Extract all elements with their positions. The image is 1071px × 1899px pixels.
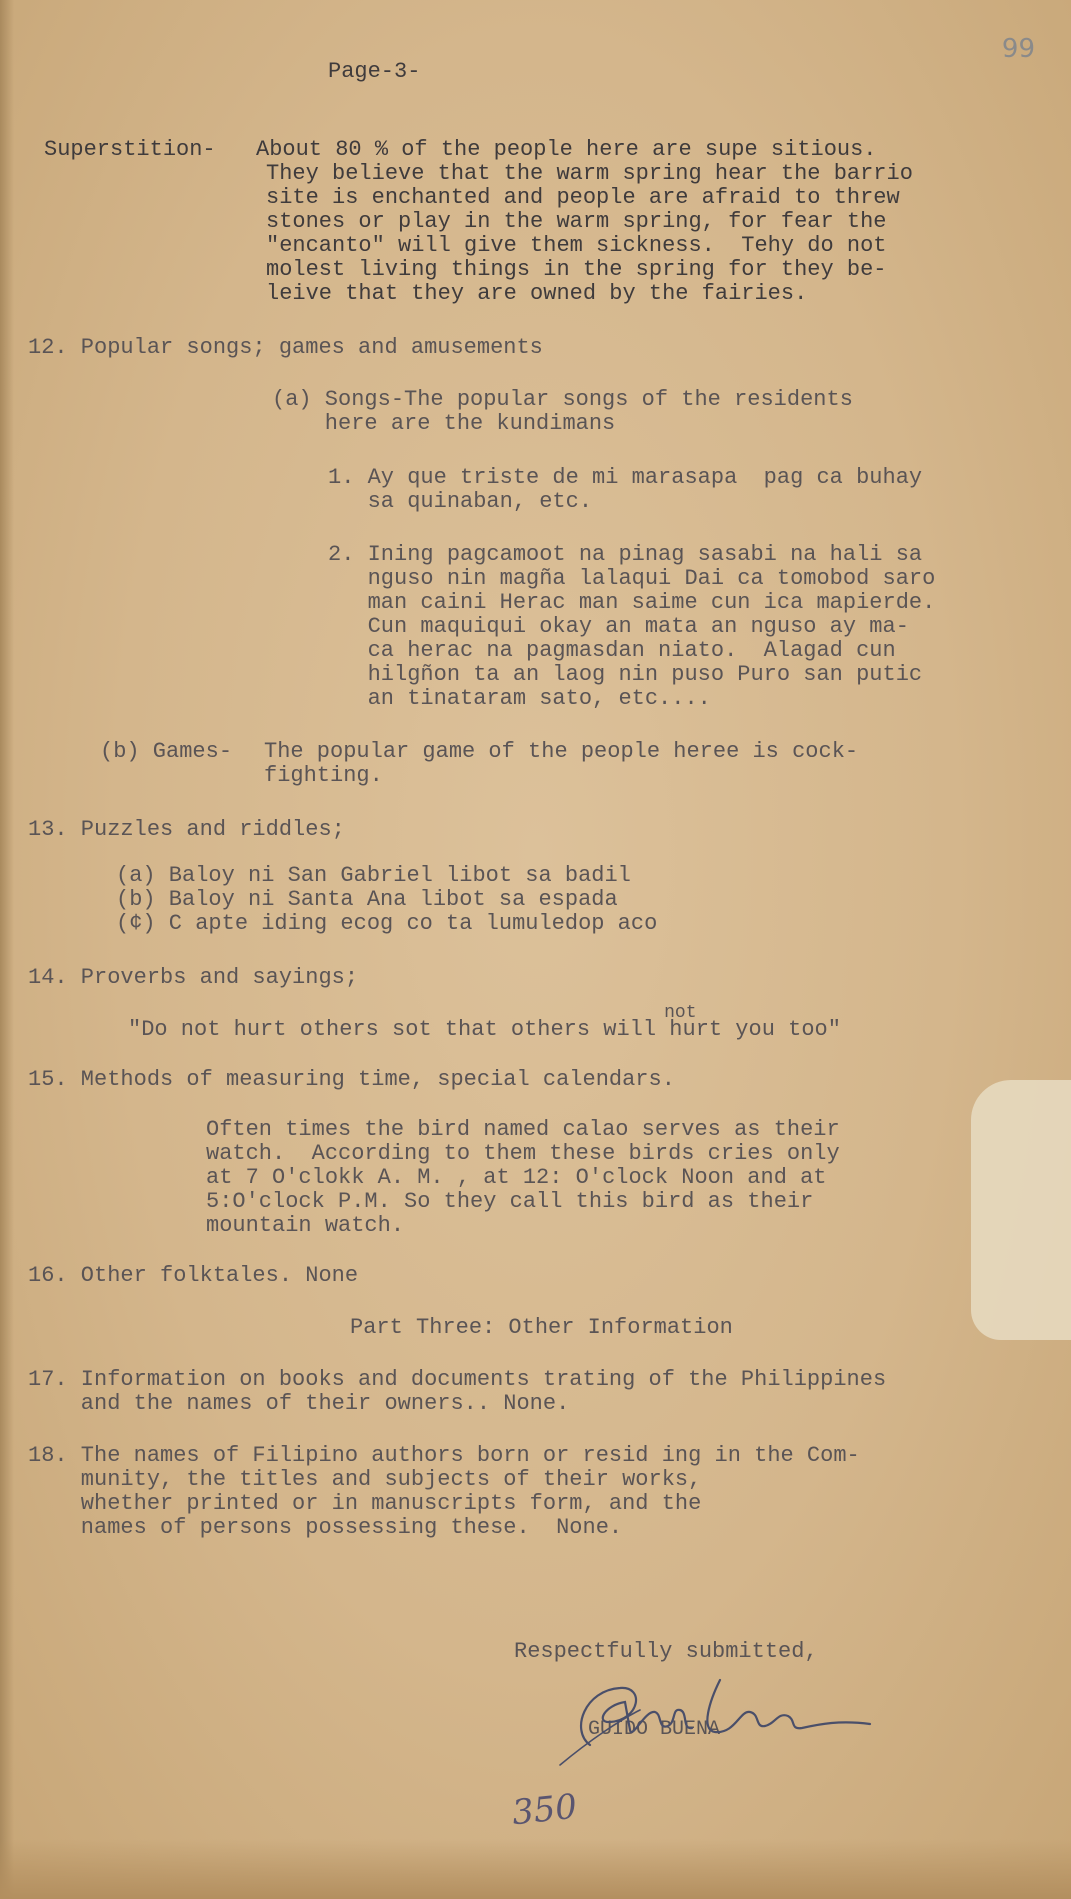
superstition-line: site is enchanted and people are afraid to threw bbox=[266, 185, 900, 210]
songs-line: (a) Songs-The popular songs of the residents bbox=[272, 387, 853, 412]
song-2-line: Cun maquiqui okay an mata an nguso ay ma- bbox=[328, 614, 909, 639]
superstition-line: molest living things in the spring for they be- bbox=[266, 257, 887, 282]
item-18-line: names of persons possessing these. None. bbox=[28, 1515, 623, 1540]
closing-text: Respectfully submitted, bbox=[514, 1639, 818, 1664]
saying-after: hurt you too" bbox=[669, 1017, 841, 1042]
signature-scribble bbox=[550, 1650, 890, 1770]
superstition-line: About 80 % of the people here are supe sitious. bbox=[256, 137, 877, 162]
page-number: 99 bbox=[1001, 34, 1035, 64]
riddle: (a) Baloy ni San Gabriel libot sa badil bbox=[116, 863, 631, 888]
saying-before: "Do not hurt others sot that others will bbox=[128, 1017, 657, 1042]
item-18-line: munity, the titles and subjects of their works, bbox=[28, 1467, 702, 1492]
superstition-line: "encanto" will give them sickness. Tehy do not bbox=[266, 233, 887, 258]
item-16-heading: 16. Other folktales. None bbox=[28, 1263, 359, 1288]
superstition-label: Superstition- bbox=[44, 137, 216, 162]
superstition-line: stones or play in the warm spring, for fear the bbox=[266, 209, 887, 234]
time-line: at 7 O'clokk A. M. , at 12: O'clock Noon and at bbox=[206, 1165, 827, 1190]
song-2-line: an tinataram sato, etc.... bbox=[328, 686, 711, 711]
time-line: Often times the bird named calao serves as their bbox=[206, 1117, 840, 1142]
item-18-line: 18. The names of Filipino authors born or resid ing in the Com- bbox=[28, 1443, 860, 1468]
signer-name: GUIDO BUENA bbox=[588, 1718, 721, 1741]
page-header: Page-3- bbox=[328, 59, 421, 84]
item-13-heading: 13. Puzzles and riddles; bbox=[28, 817, 345, 842]
saying-text bbox=[128, 1003, 841, 1042]
song-2-line: ca herac na pagmasdan niato. Alagad cun bbox=[328, 638, 896, 663]
paper-edge-shadow bbox=[0, 0, 14, 1899]
item-14-heading: 14. Proverbs and sayings; bbox=[28, 965, 359, 990]
part-three-heading: Part Three: Other Information bbox=[350, 1315, 733, 1340]
song-2-line: nguso nin magña lalaqui Dai ca tomobod saro bbox=[328, 566, 936, 591]
time-line: mountain watch. bbox=[206, 1213, 405, 1238]
saying-insert: not bbox=[664, 1003, 697, 1023]
item-18-line: whether printed or in manuscripts form, and the bbox=[28, 1491, 702, 1516]
riddle: (b) Baloy ni Santa Ana libot sa espada bbox=[116, 887, 618, 912]
riddle: (¢) C apte iding ecog co ta lumuledop aco bbox=[116, 911, 658, 936]
song-2-line: man caini Herac man saime cun ica mapierde. bbox=[328, 590, 936, 615]
item-17-line: and the names of their owners.. None. bbox=[28, 1391, 570, 1416]
games-label: (b) Games- bbox=[100, 739, 233, 764]
item-15-heading: 15. Methods of measuring time, special calendars. bbox=[28, 1067, 675, 1092]
handwritten-number: 350 bbox=[510, 1786, 579, 1834]
song-1-line: sa quinaban, etc. bbox=[328, 489, 593, 514]
time-line: watch. According to them these birds cries only bbox=[206, 1141, 840, 1166]
song-2-line: hilgñon ta an laog nin puso Puro san putic bbox=[328, 662, 923, 687]
item-12-heading: 12. Popular songs; games and amusements bbox=[28, 335, 543, 360]
superstition-line: They believe that the warm spring hear the barrio bbox=[266, 161, 913, 186]
games-line: fighting. bbox=[264, 763, 383, 788]
paper-stain bbox=[971, 1080, 1071, 1340]
games-line: The popular game of the people heree is cock- bbox=[264, 739, 859, 764]
item-17-line: 17. Information on books and documents trating of the Philippines bbox=[28, 1367, 887, 1392]
superstition-line: leive that they are owned by the fairies. bbox=[266, 281, 808, 306]
paper-bottom-shadow bbox=[0, 1839, 1071, 1899]
time-line: 5:O'clock P.M. So they call this bird as their bbox=[206, 1189, 814, 1214]
songs-line: here are the kundimans bbox=[272, 411, 616, 436]
song-2-line: 2. Ining pagcamoot na pinag sasabi na hali sa bbox=[328, 542, 923, 567]
song-1-line: 1. Ay que triste de mi marasapa pag ca buhay bbox=[328, 465, 923, 490]
